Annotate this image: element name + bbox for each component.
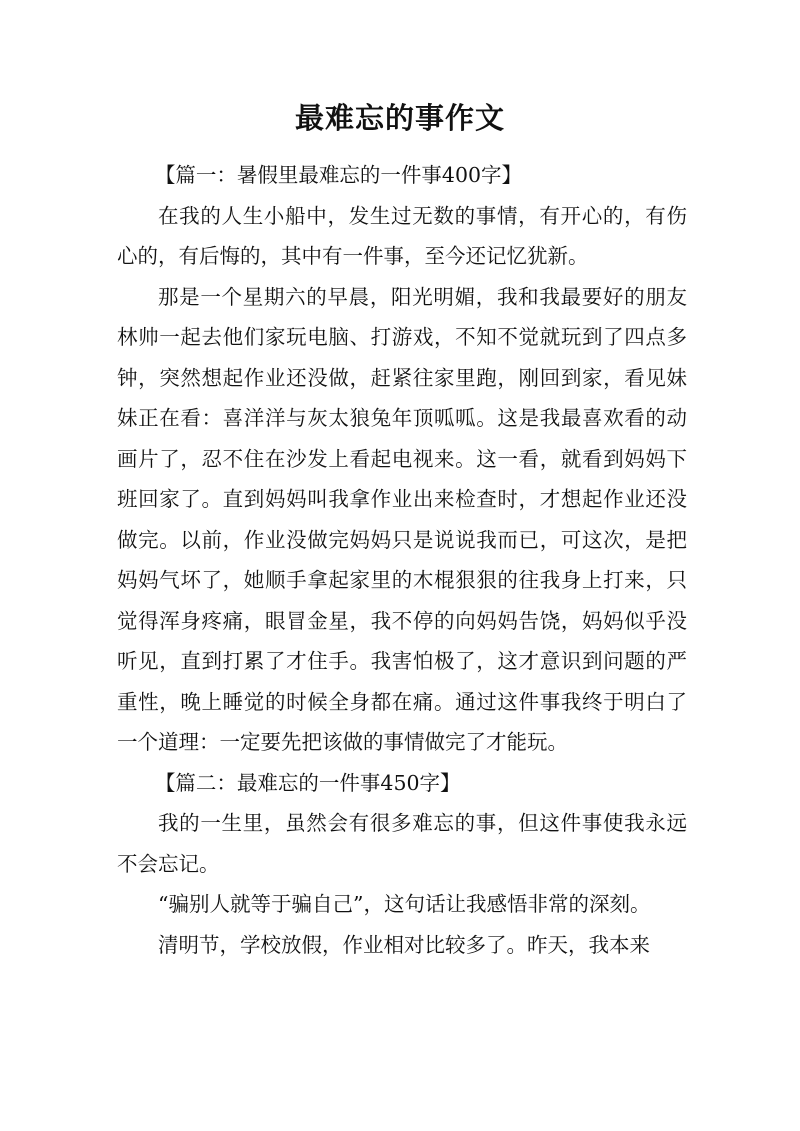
document-title: 最难忘的事作文 [294,101,505,135]
section-heading-2: 【篇二：最难忘的一件事450字】 [154,770,461,795]
paragraph: 那是一个星期六的早晨，阳光明媚，我和我最要好的朋友林帅一起去他们家玩电脑、打游戏，不知不觉就玩到了四点多钟，突然想起作业还没做，赶紧往家里跑，刚回到家，看见妹妹正在看：喜洋洋与灰太狼兔年顶呱呱。这是我最喜欢看的动画片了，忍不住在沙发上看起电视来。这一看，就看到妈妈下班回家了。直到妈妈叫我拿作业出来检查时，才想起作业还没做完。以前，作业没做完妈妈只是说说我而已，可这次，是把妈妈气坏了，她顺手拿起家里的木棍狠狠的往我身上打来，只觉得浑身疼痛，眼冒金星，我不停的向妈妈告饶，妈妈似乎没听见，直到打累了才住手。我害怕极了，这才意识到问题的严重性，晚上睡觉的时候全身都在痛。通过这件事我终于明白了一个道理：一定要先把该做的事情做完了才能玩。 [117,284,687,754]
paragraph: “骗别人就等于骗自己”，这句话让我感悟非常的深刻。 [158,892,651,916]
paragraph: 在我的人生小船中，发生过无数的事情，有开心的，有伤心的，有后悔的，其中有一件事，至今还记忆犹新。 [117,203,687,268]
document-body [117,155,687,965]
paragraph: 我的一生里，虽然会有很多难忘的事，但这件事使我永远不会忘记。 [117,811,687,876]
paragraph: 清明节，学校放假，作业相对比较多了。昨天，我本来 [158,932,650,957]
section-heading-1: 【篇一：暑假里最难忘的一件事400字】 [154,163,523,187]
